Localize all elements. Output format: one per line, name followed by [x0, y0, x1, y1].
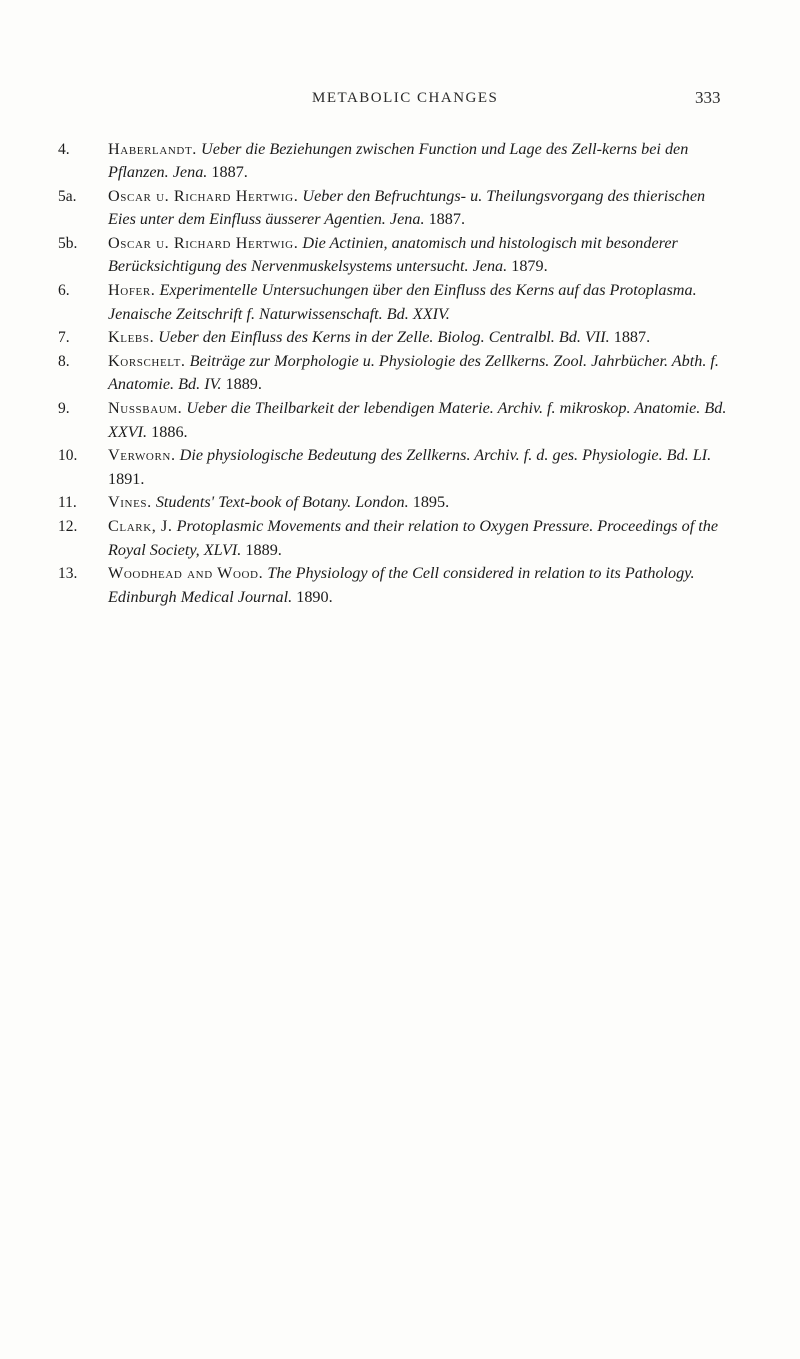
- reference-item: [0, 185, 800, 232]
- reference-title: Ueber den Befruchtungs- u. Theilungsvorgang des thierischen Eies unter dem Einfluss äusserer Agentien. Jena.: [108, 187, 706, 229]
- reference-author: Nussbaum.: [108, 399, 183, 418]
- reference-title: Experimentelle Untersuchungen über den Einfluss des Kerns auf das Protoplasma. Jenaische Zeitschrift f. Naturwissenschaft. Bd. XXIV.: [108, 281, 697, 323]
- reference-item: [0, 279, 800, 326]
- reference-author: Klebs.: [108, 328, 155, 347]
- reference-number: 5a.: [58, 188, 77, 206]
- reference-number: 11.: [58, 494, 77, 512]
- reference-item: [0, 397, 800, 444]
- reference-year: 1886.: [151, 422, 188, 441]
- page-number: 333: [695, 88, 721, 107]
- reference-title: Ueber den Einfluss des Kerns in der Zelle. Biolog. Centralbl. Bd. VII.: [158, 328, 610, 347]
- reference-number: 7.: [58, 329, 70, 347]
- reference-author: Woodhead and Wood.: [108, 564, 264, 583]
- reference-title: Ueber die Beziehungen zwischen Function und Lage des Zell-kerns bei den Pflanzen. Jena.: [108, 140, 689, 182]
- reference-title: Protoplasmic Movements and their relation to Oxygen Pressure. Proceedings of the Royal Society, XLVI.: [108, 517, 719, 559]
- reference-number: 10.: [58, 447, 78, 465]
- reference-year: 1891.: [108, 469, 145, 488]
- reference-author: Verworn.: [108, 446, 176, 465]
- reference-title: Ueber die Theilbarkeit der lebendigen Materie. Archiv. f. mikroskop. Anatomie. Bd. XXVI.: [108, 399, 727, 441]
- reference-title: The Physiology of the Cell considered in relation to its Pathology. Edinburgh Medical Journal.: [108, 564, 695, 606]
- reference-author: Oscar u. Richard Hertwig.: [108, 187, 299, 206]
- reference-number: 5b.: [58, 235, 78, 253]
- reference-year: 1887.: [211, 163, 248, 182]
- reference-item: [0, 326, 800, 349]
- reference-year: 1889.: [225, 375, 262, 394]
- reference-year: 1895.: [412, 493, 450, 512]
- reference-item: [0, 138, 800, 185]
- reference-author: Vines.: [108, 493, 152, 512]
- reference-year: 1887.: [613, 328, 651, 347]
- reference-number: 12.: [58, 518, 78, 536]
- reference-item: [0, 562, 800, 609]
- reference-title: Beiträge zur Morphologie u. Physiologie des Zellkerns. Zool. Jahrbücher. Abth. f. Anatomie. Bd. IV.: [108, 352, 719, 394]
- running-head: [0, 90, 800, 114]
- reference-author: Haberlandt.: [108, 140, 197, 158]
- reference-author: Oscar u. Richard Hertwig.: [108, 234, 299, 253]
- reference-year: 1890.: [296, 587, 333, 606]
- reference-item: [0, 515, 800, 562]
- reference-number: 8.: [58, 353, 70, 371]
- reference-year: 1879.: [511, 257, 548, 276]
- reference-item: [0, 444, 800, 491]
- reference-author: Korschelt.: [108, 352, 186, 371]
- reference-number: 13.: [58, 565, 78, 583]
- reference-year: 1887.: [428, 210, 465, 229]
- reference-number: 6.: [58, 282, 70, 300]
- reference-item: [0, 350, 800, 397]
- reference-author: Hofer.: [108, 281, 156, 300]
- reference-item: [0, 232, 800, 279]
- running-title: METABOLIC CHANGES: [312, 90, 499, 106]
- reference-year: 1889.: [245, 540, 282, 559]
- reference-title: Die Actinien, anatomisch und histologisch mit besonderer Berücksichtigung des Nervenmuskelsystems untersucht. Jena.: [108, 234, 678, 276]
- reference-author: Clark, J.: [108, 517, 173, 536]
- reference-number: 4.: [58, 141, 70, 158]
- reference-title: Die physiologische Bedeutung des Zellkerns. Archiv. f. d. ges. Physiologie. Bd. LI.: [179, 446, 712, 465]
- reference-title: Students' Text-book of Botany. London.: [155, 493, 409, 512]
- reference-list: [0, 138, 800, 609]
- reference-number: 9.: [58, 400, 70, 418]
- reference-item: [0, 491, 800, 514]
